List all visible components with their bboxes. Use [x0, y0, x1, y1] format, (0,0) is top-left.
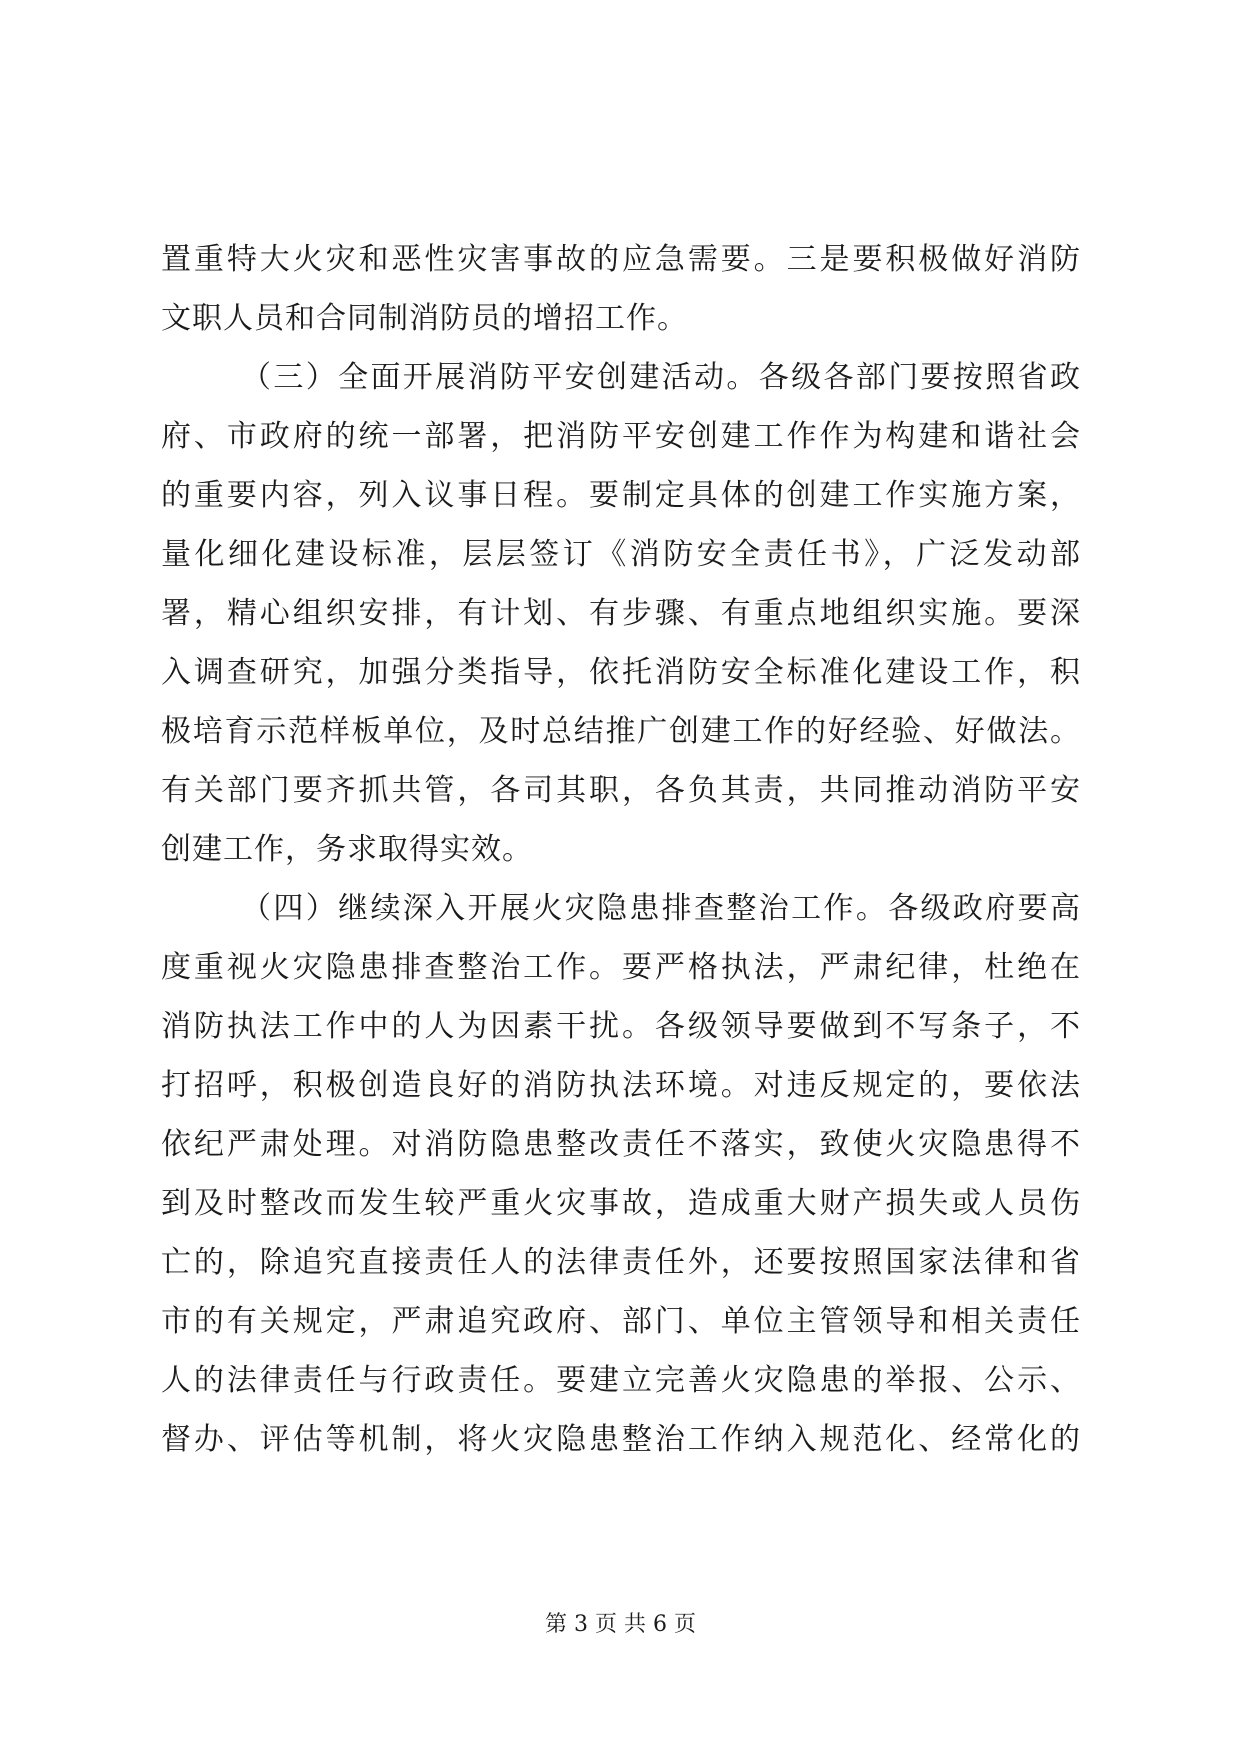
text-line: 市的有关规定，严肃追究政府、部门、单位主管领导和相关责任: [161, 1304, 1081, 1339]
text-line: 创建工作，务求取得实效。: [161, 832, 533, 867]
text-line: 消防执法工作中的人为因素干扰。各级领导要做到不写条子，不: [161, 1009, 1081, 1044]
text-line: 人的法律责任与行政责任。要建立完善火灾隐患的举报、公示、: [161, 1363, 1081, 1398]
body-text: [161, 230, 1081, 1469]
text-line: 量化细化建设标准，层层签订《消防安全责任书》，广泛发动部: [161, 537, 1081, 572]
text-line: 度重视火灾隐患排查整治工作。要严格执法，严肃纪律，杜绝在: [161, 950, 1081, 985]
text-line: 文职人员和合同制消防员的增招工作。: [161, 301, 688, 336]
text-line: 的重要内容，列入议事日程。要制定具体的创建工作实施方案，: [161, 478, 1081, 513]
section-heading-line-3: （三）全面开展消防平安创建活动。各级各部门要按照省政: [241, 360, 1081, 395]
text-line: 府、市政府的统一部署，把消防平安创建工作作为构建和谐社会: [161, 419, 1081, 454]
text-line: 有关部门要齐抓共管，各司其职，各负其责，共同推动消防平安: [161, 773, 1081, 808]
text-line: 置重特大火灾和恶性灾害事故的应急需要。三是要积极做好消防: [161, 242, 1081, 277]
text-line: 督办、评估等机制，将火灾隐患整治工作纳入规范化、经常化的: [161, 1422, 1081, 1457]
text-line: 署，精心组织安排，有计划、有步骤、有重点地组织实施。要深: [161, 596, 1081, 631]
text-line: 入调查研究，加强分类指导，依托消防安全标准化建设工作，积: [161, 655, 1081, 690]
text-line: 极培育示范样板单位，及时总结推广创建工作的好经验、好做法。: [161, 714, 1081, 749]
text-line: 到及时整改而发生较严重火灾事故，造成重大财产损失或人员伤: [161, 1186, 1081, 1221]
text-line: 打招呼，积极创造良好的消防执法环境。对违反规定的，要依法: [161, 1068, 1081, 1103]
section-heading-line-4: （四）继续深入开展火灾隐患排查整治工作。各级政府要高: [241, 891, 1081, 926]
text-line: 亡的，除追究直接责任人的法律责任外，还要按照国家法律和省: [161, 1245, 1081, 1280]
text-line: 依纪严肃处理。对消防隐患整改责任不落实，致使火灾隐患得不: [161, 1127, 1081, 1162]
page-footer: 第 3 页 共 6 页: [545, 1612, 696, 1637]
